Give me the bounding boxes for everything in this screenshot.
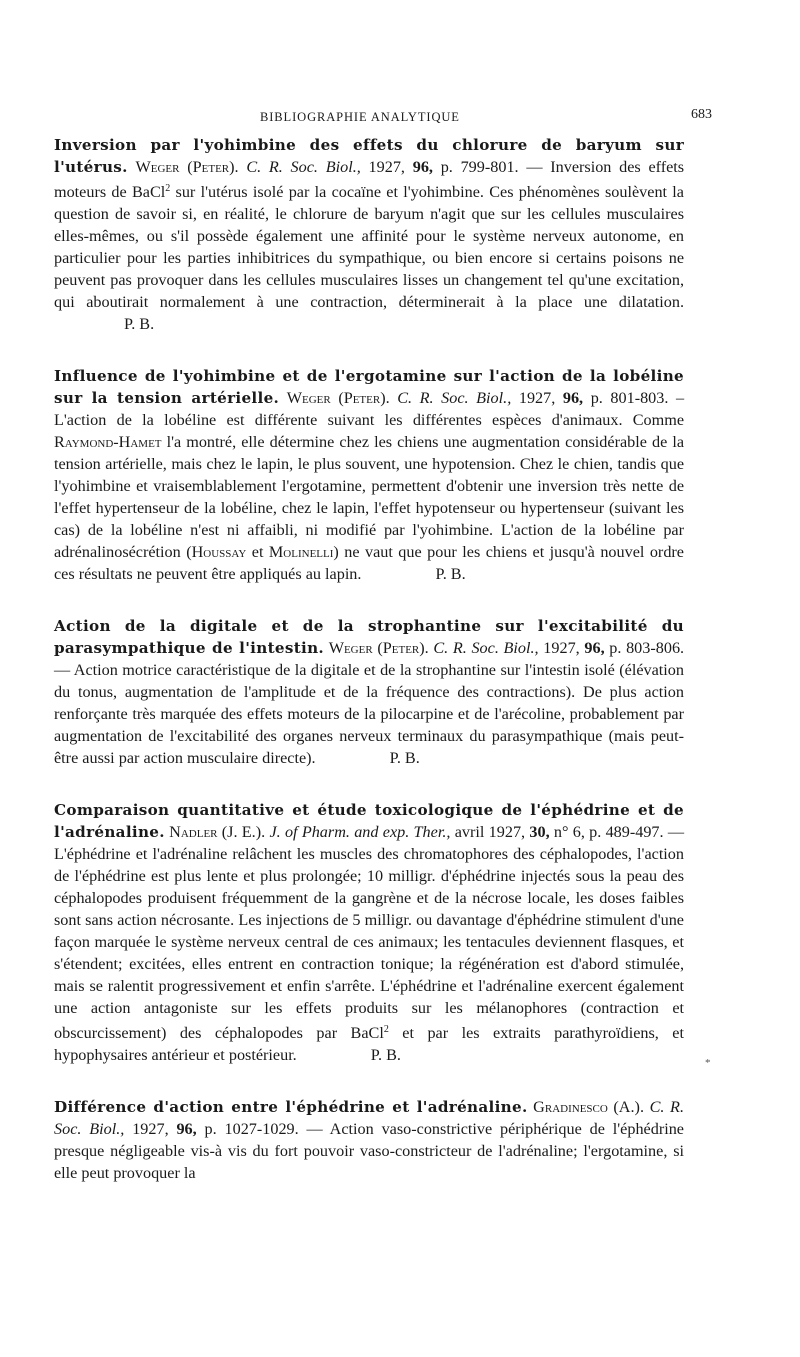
abstract-text-cont: l'a montré, elle détermine chez les chiens une augmentation considérable de la tension artérielle, mais chez le lapin, le plus souvent, une hypotension. Chez le chien, tandis que l'yohimbine et vraisemblablement l'ergotamine, permettent d'obtenir une inversion très nette de l'effet hypertenseur de la lobéline, chez le lapin, l'effet hypotenseur ou hypertenseur (suivant les cas) de la lobéline n'est ni affaibli, ni modifié par l'yohimbine. L'action de la lobéline par adrénalinosécrétion ( [54, 433, 684, 561]
running-head [54, 104, 712, 126]
article-entry [54, 1096, 684, 1184]
journal-name: C. R. Soc. Biol., [397, 389, 512, 407]
author-given-name: (A.). [613, 1098, 644, 1116]
pages: p. 799-801. [440, 158, 519, 176]
author-given-name: (J. E.). [221, 823, 266, 841]
pages: p. 801-803. [590, 389, 669, 407]
signature: P. B. [124, 315, 155, 333]
year: 1927, [368, 158, 405, 176]
abstract-text-cont: et par les extraits parathyroïdiens, et hypophysaires antérieur et postérieur. [54, 1024, 684, 1064]
issue: n° 6, [553, 823, 585, 841]
superscript: 2 [165, 183, 171, 194]
author-given-name: (Peter). [377, 639, 429, 657]
volume: 96, [412, 158, 433, 176]
article-entry [54, 134, 684, 335]
author-name: Gradinesco [533, 1098, 608, 1116]
author-name: Nadler [169, 823, 218, 841]
pages: p. 1027-1029. [204, 1120, 299, 1138]
abstract-text: — Inversion des effets moteurs de BaCl [54, 158, 685, 201]
year: 1927, [132, 1120, 169, 1138]
signature: P. B. [435, 565, 466, 583]
page-number: 683 [691, 107, 712, 122]
journal-name: J. of Pharm. and exp. Ther., [269, 823, 451, 841]
article-title: Différence d'action entre l'éphédrine et l'adrénaline. [54, 1098, 528, 1116]
abstract-text: — Action vaso-constrictive périphérique de l'éphédrine presque négligeable vis-à vis du fort pouvoir vaso-constricteur de l'adrénaline; l'ergotamine, si elle peut provoquer la [54, 1120, 684, 1182]
year: avril 1927, [454, 823, 526, 841]
author-name: Weger [286, 389, 331, 407]
article-entry [54, 615, 684, 769]
author-name: Weger [328, 639, 373, 657]
abstract-text: — L'éphédrine et l'adrénaline relâchent les muscles des chromatophores des céphalopodes, l'action de l'éphédrine est plus lente et plus prolongée; 10 milligr. d'éphédrine injectés sous la peau des céphalopodes produisent fréquemment de la gangrène et de la nécrose locale, les doses faibles sont sans action nécrosante. Les injections de 5 milligr. ou davantage d'éphédrine stimulent d'une façon marquée le système nerveux central de ces animaux; les tentacules deviennent flasques, et s'étendent; excitées, elles entrent en contraction tonique; la régénération est d'abord stimulée, mais se ralentit progressivement et enfin s'arrête. L'éphédrine et l'adrénaline exercent également une action antagoniste sur les effets produits sur les mélanophores (contraction et obscurcissement) des céphalopodes par BaCl [54, 823, 685, 1042]
pages: p. 803-806. [609, 639, 685, 657]
volume: 96, [584, 639, 605, 657]
journal-name: C. R. Soc. Biol., [433, 639, 539, 657]
article-title: Inversion par l'yohimbine des effets du chlorure de baryum sur l'utérus. [54, 136, 684, 176]
author-given-name: (Peter). [187, 158, 239, 176]
article-entry [54, 799, 684, 1066]
cited-author: Houssay [191, 543, 247, 561]
margin-mark: * [705, 1057, 711, 1069]
author-name: Weger [135, 158, 180, 176]
author-given-name: (Peter). [338, 389, 390, 407]
signature: P. B. [389, 749, 420, 767]
superscript: 2 [383, 1024, 389, 1035]
year: 1927, [543, 639, 580, 657]
article-title: Comparaison quantitative et étude toxicologique de l'éphédrine et de l'adrénaline. [54, 801, 684, 841]
running-head-title: BIBLIOGRAPHIE ANALYTIQUE [260, 110, 460, 124]
abstract-text: — Action motrice caractéristique de la digitale et de la strophantine sur l'intestin isolé (élévation du tonus, augmentation de l'amplitude et de la fréquence des contractions). De plus action renforçante très marquée des effets moteurs de la pilocarpine et de l'arécoline, probablement par augmentation de l'excitabilité des organes nerveux terminaux du parasympathique (mais peut-être aussi par action musculaire directe). [54, 661, 684, 767]
journal-name: C. R. Soc. Biol., [54, 1098, 684, 1138]
volume: 30, [529, 823, 550, 841]
cited-author: Molinelli [268, 543, 334, 561]
pages: p. 489-497. [589, 823, 664, 841]
article-title: Action de la digitale et de la strophantine sur l'excitabilité du parasympathique de l'intestin. [54, 617, 684, 657]
abstract-text: – L'action de la lobéline est différente suivant les différentes espèces d'animaux. Comme [54, 389, 685, 429]
abstract-text-cont: sur l'utérus isolé par la cocaïne et l'yohimbine. Ces phénomènes soulèvent la question de savoir si, en réalité, le chlorure de baryum n'agit que sur les cellules musculaires elles-mêmes, ou s'il possède également une affinité pour le système nerveux autonome, en particulier pour les parties inhibitrices du sympathique, ou bien encore si certains poisons ne peuvent pas provoquer dans les cellules musculaires lisses un changement tel qu'une excitation, qui aboutirait normalement à une contraction, déterminerait à la place une dilatation. [54, 183, 684, 311]
volume: 96, [562, 389, 584, 407]
article-entry [54, 365, 684, 585]
volume: 96, [176, 1120, 197, 1138]
journal-name: C. R. Soc. Biol., [246, 158, 361, 176]
cited-author: Raymond-Hamet [54, 433, 162, 451]
article-list [54, 134, 684, 1214]
signature: P. B. [370, 1046, 401, 1064]
abstract-text-end: ) ne vaut que pour les chiens et jusqu'à nouvel ordre ces résultats ne peuvent être appliqués au lapin. [54, 543, 684, 583]
year: 1927, [518, 389, 556, 407]
conjunction: et [246, 543, 269, 561]
article-title: Influence de l'yohimbine et de l'ergotamine sur l'action de la lobéline sur la tension artérielle. [54, 367, 684, 407]
